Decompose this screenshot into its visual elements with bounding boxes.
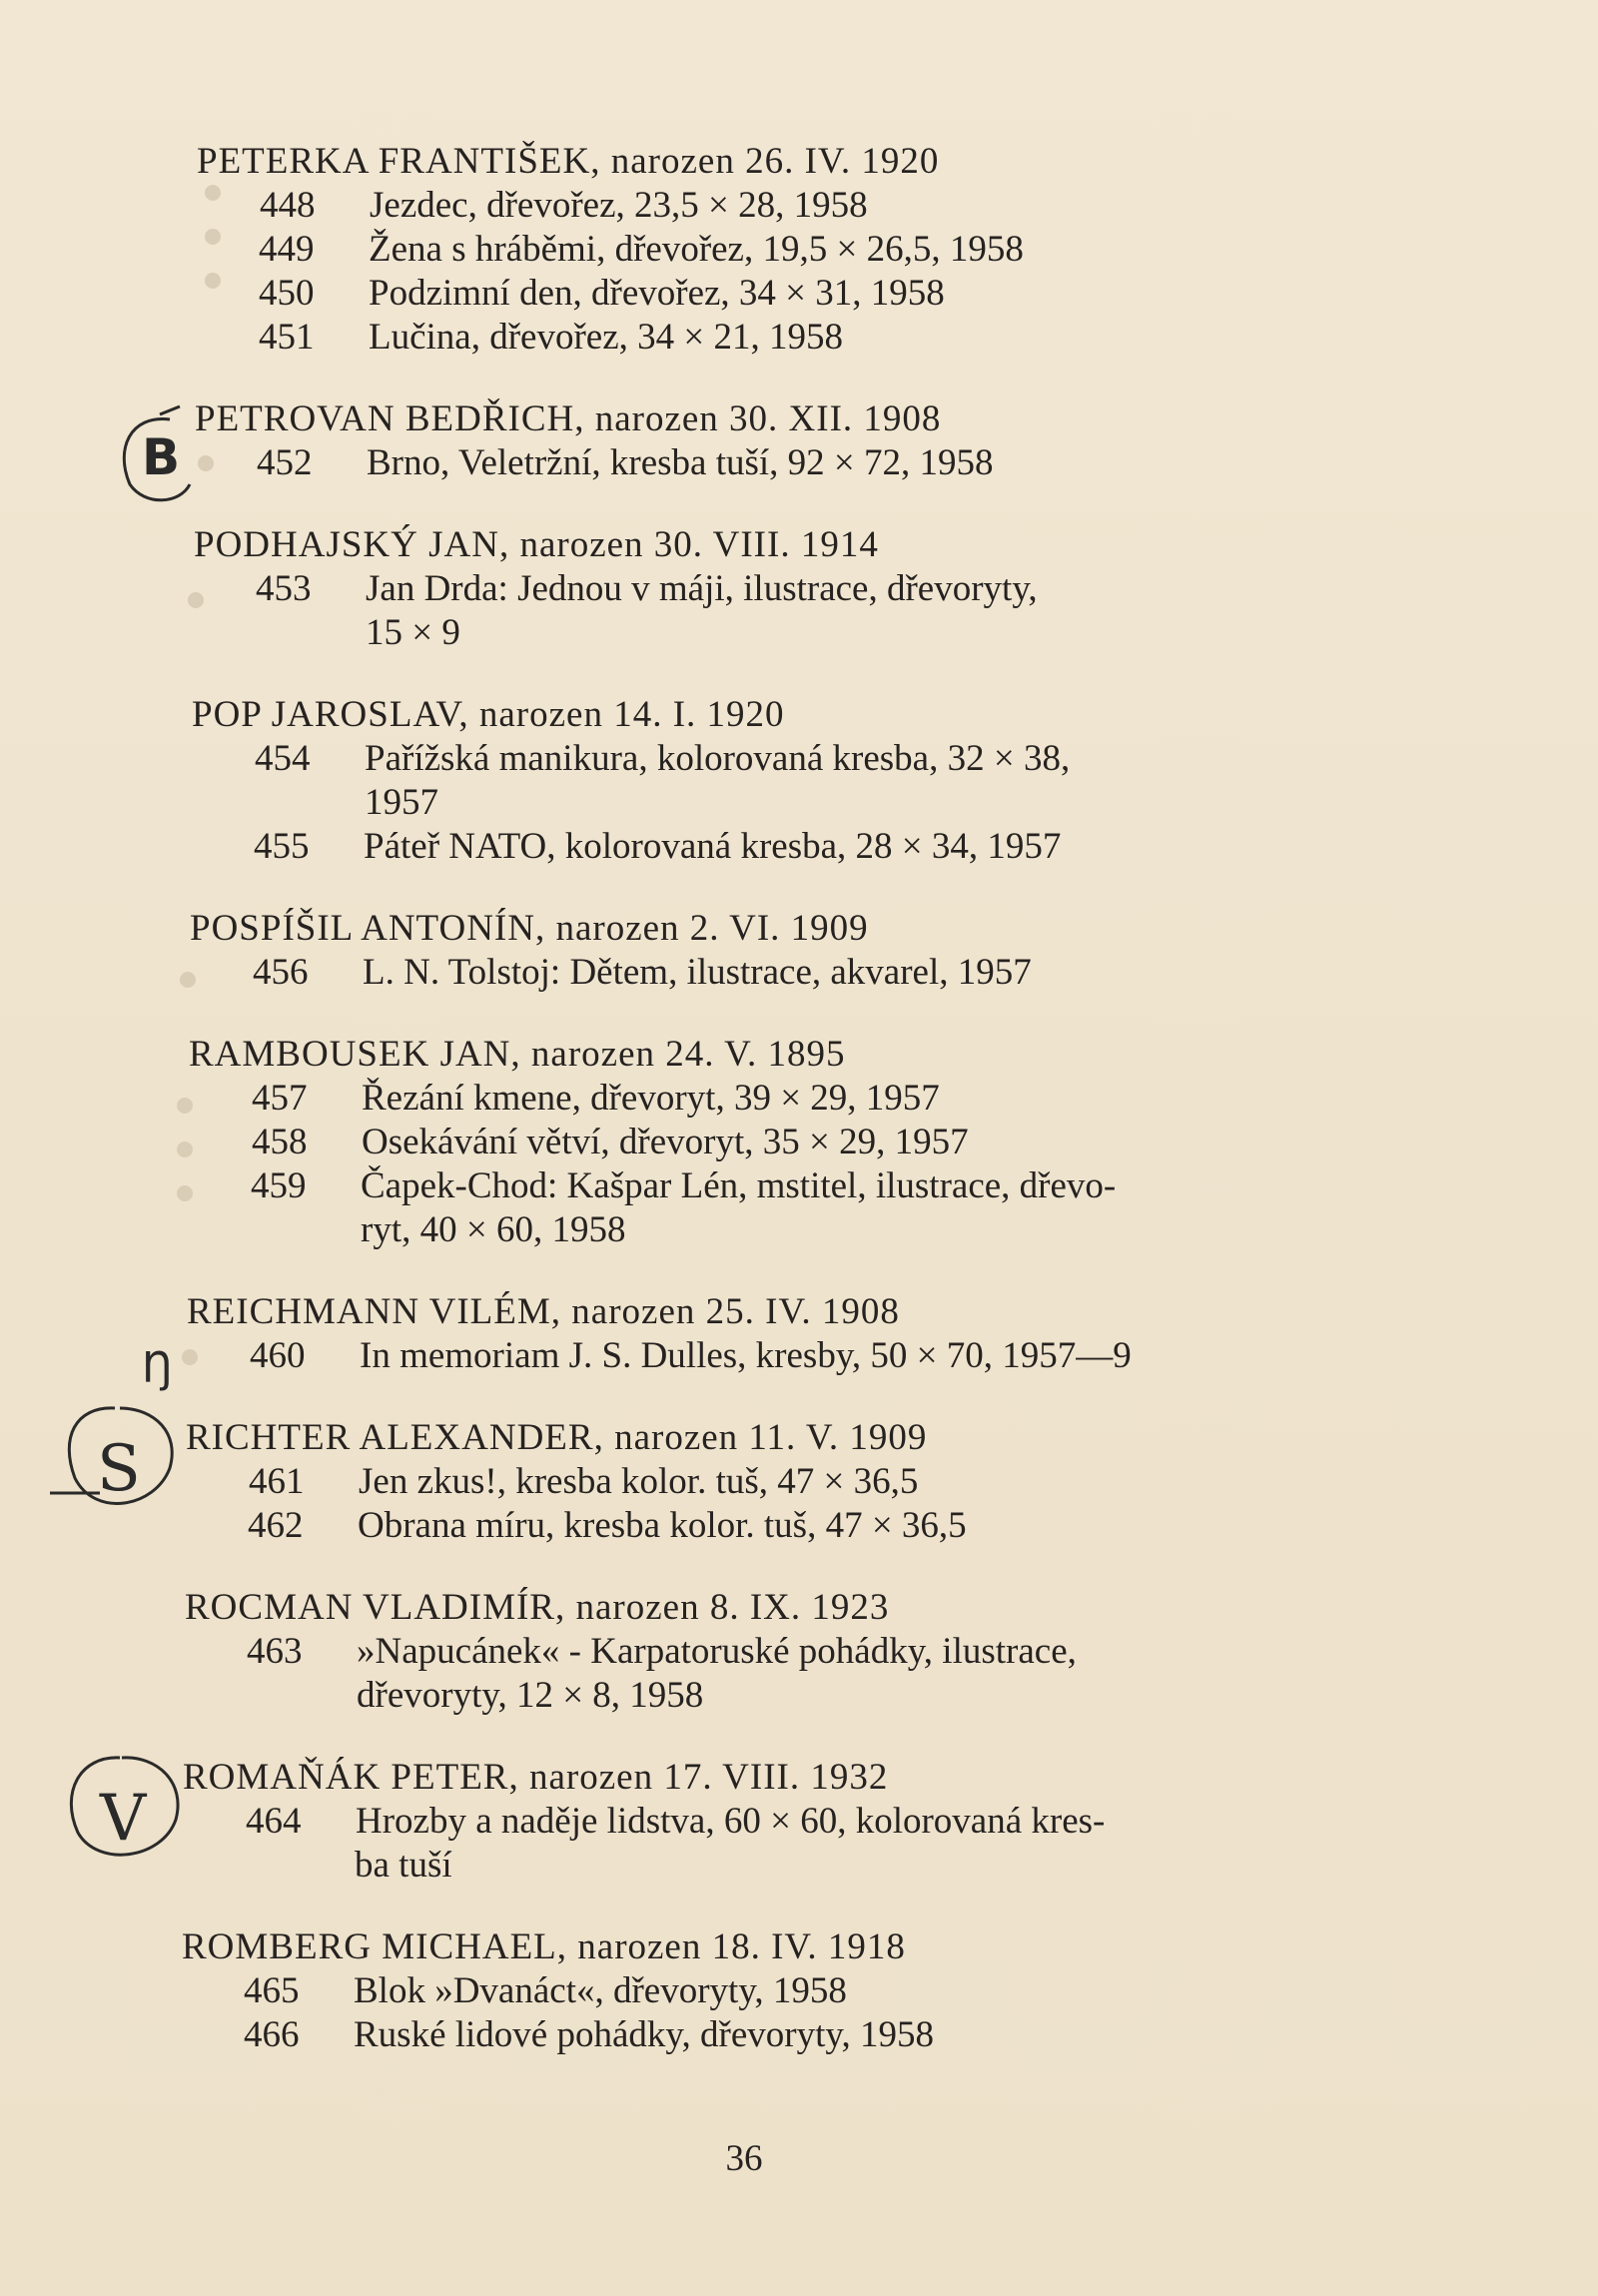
item-number: 454	[255, 738, 311, 779]
artist-header: POP JAROSLAV, narozen 14. I. 1920	[192, 694, 785, 735]
stamp-dot	[205, 229, 221, 245]
item-description: 1957	[365, 782, 438, 823]
item-description: Brno, Veletržní, kresba tuší, 92 × 72, 1958	[367, 442, 994, 483]
item-description: Podzimní den, dřevořez, 34 × 31, 1958	[369, 273, 945, 314]
item-number: 450	[259, 273, 315, 314]
item-number: 457	[252, 1078, 308, 1119]
handwritten-m-mark	[138, 1338, 188, 1398]
item-description: Ruské lidové pohádky, dřevoryty, 1958	[354, 2014, 934, 2055]
stamp-dot	[177, 1185, 193, 1201]
item-description: 15 × 9	[366, 612, 460, 653]
circled-letter-s-mark	[45, 1398, 185, 1528]
item-description: Čapek-Chod: Kašpar Lén, mstitel, ilustrace, dřevo-	[361, 1165, 1117, 1206]
item-number: 460	[250, 1335, 306, 1376]
item-description: Lučina, dřevořez, 34 × 21, 1958	[369, 317, 844, 358]
artist-header: PETERKA FRANTIŠEK, narozen 26. IV. 1920	[197, 141, 940, 182]
item-description: In memoriam J. S. Dulles, kresby, 50 × 70, 1957—9	[360, 1335, 1132, 1376]
artist-header: ROCMAN VLADIMÍR, narozen 8. IX. 1923	[185, 1587, 890, 1628]
item-description: Pařížská manikura, kolorovaná kresba, 32 × 38,	[365, 738, 1071, 779]
item-number: 466	[244, 2014, 300, 2055]
item-number: 458	[252, 1122, 308, 1162]
item-description: Řezání kmene, dřevoryt, 39 × 29, 1957	[362, 1078, 940, 1119]
item-description: Jezdec, dřevořez, 23,5 × 28, 1958	[370, 185, 868, 226]
item-description: Jen zkus!, kresba kolor. tuš, 47 × 36,5	[359, 1461, 919, 1502]
artist-header: RICHTER ALEXANDER, narozen 11. V. 1909	[186, 1417, 928, 1458]
artist-header: POSPÍŠIL ANTONÍN, narozen 2. VI. 1909	[190, 908, 869, 949]
item-description: Žena s hráběmi, dřevořez, 19,5 × 26,5, 1958	[369, 229, 1024, 270]
artist-header: RAMBOUSEK JAN, narozen 24. V. 1895	[189, 1034, 846, 1075]
item-number: 448	[260, 185, 316, 226]
item-number: 453	[256, 568, 312, 609]
item-description: dřevoryty, 12 × 8, 1958	[357, 1675, 704, 1716]
handwritten-letter-m: Ŋ	[142, 1343, 174, 1392]
item-description: Hrozby a naděje lidstva, 60 × 60, kolorovaná kres-	[356, 1801, 1106, 1842]
artist-header: REICHMANN VILÉM, narozen 25. IV. 1908	[187, 1291, 900, 1332]
artist-header: PETROVAN BEDŘICH, narozen 30. XII. 1908	[195, 398, 942, 439]
handwritten-letter-v: V	[100, 1782, 147, 1856]
item-number: 463	[247, 1631, 303, 1672]
stamp-dot	[177, 1142, 193, 1157]
item-number: 455	[254, 826, 310, 867]
item-number: 451	[259, 317, 315, 358]
circled-letter-v-mark	[50, 1748, 190, 1878]
item-description: Osekávání větví, dřevoryt, 35 × 29, 1957	[362, 1122, 969, 1162]
item-number: 449	[259, 229, 315, 270]
stamp-dot	[177, 1098, 193, 1114]
handwritten-letter-s: S	[97, 1432, 141, 1506]
item-description: Obrana míru, kresba kolor. tuš, 47 × 36,5	[358, 1505, 967, 1546]
artist-header: ROMAŇÁK PETER, narozen 17. VIII. 1932	[183, 1757, 889, 1798]
stamp-dot	[180, 972, 196, 988]
item-number: 461	[249, 1461, 305, 1502]
stamp-dot	[198, 455, 214, 471]
stamp-dot	[188, 592, 204, 608]
item-number: 459	[251, 1165, 307, 1206]
item-number: 456	[253, 952, 309, 993]
item-number: 452	[257, 442, 313, 483]
item-description: ryt, 40 × 60, 1958	[361, 1209, 626, 1250]
item-number: 464	[246, 1801, 302, 1842]
item-description: ba tuší	[355, 1845, 452, 1886]
item-description: »Napucánek« - Karpatoruské pohádky, ilustrace,	[357, 1631, 1077, 1672]
page-number: 36	[725, 2138, 763, 2179]
stamp-dot	[205, 273, 221, 289]
item-description: Páteř NATO, kolorovaná kresba, 28 × 34, 1957	[364, 826, 1062, 867]
stamp-dot	[205, 185, 221, 201]
item-description: Jan Drda: Jednou v máji, ilustrace, dřevoryty,	[366, 568, 1038, 609]
item-number: 465	[244, 1970, 300, 2011]
artist-header: PODHAJSKÝ JAN, narozen 30. VIII. 1914	[194, 524, 879, 565]
artist-header: ROMBERG MICHAEL, narozen 18. IV. 1918	[182, 1926, 906, 1967]
item-description: Blok »Dvanáct«, dřevoryty, 1958	[354, 1970, 847, 2011]
handwritten-letter-b: B	[142, 428, 181, 486]
circled-letter-b-mark	[110, 394, 200, 514]
item-description: L. N. Tolstoj: Dětem, ilustrace, akvarel, 1957	[363, 952, 1032, 993]
item-number: 462	[248, 1505, 304, 1546]
